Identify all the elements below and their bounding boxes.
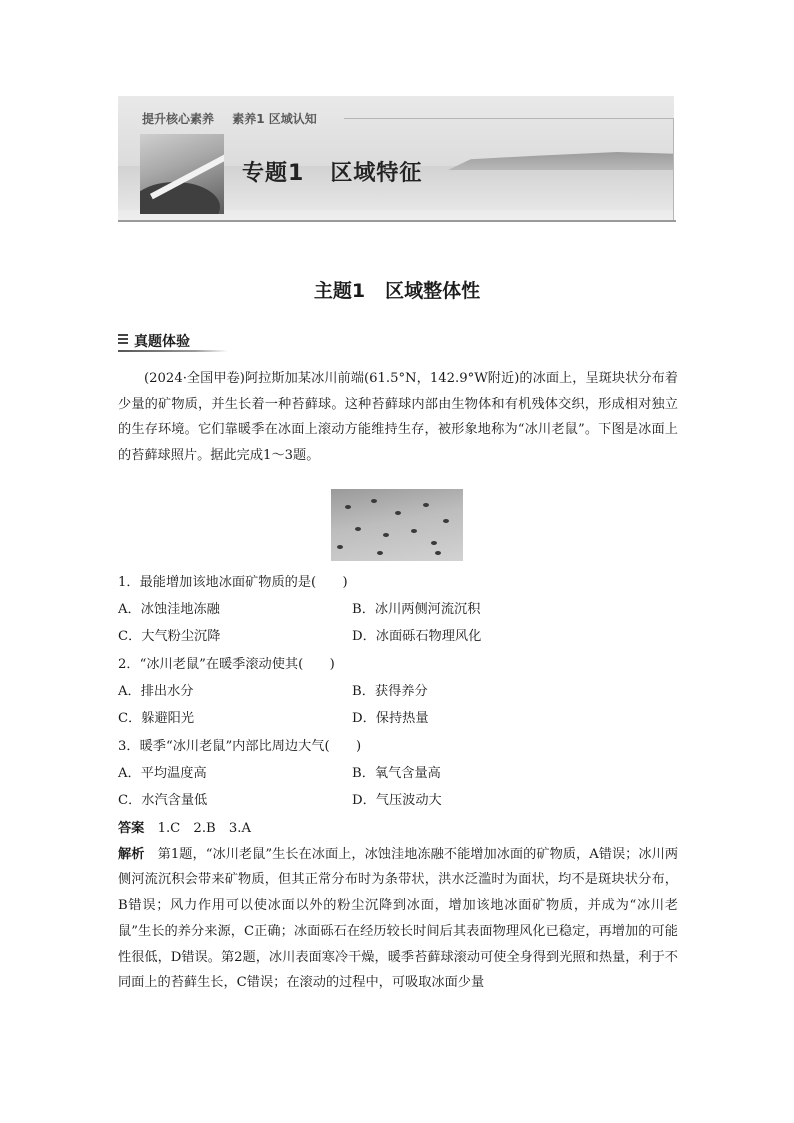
question-2-option-c: C．躲避阳光 xyxy=(118,711,195,726)
moss-ball-photo xyxy=(331,489,463,561)
theme-number: 主题1 xyxy=(313,280,366,302)
question-1-option-b: B．冰川两侧河流沉积 xyxy=(352,602,481,617)
question-1-option-c: C．大气粉尘沉降 xyxy=(118,629,221,644)
unit-title xyxy=(242,156,422,187)
question-3-option-d: D．气压波动大 xyxy=(352,793,442,808)
header-banner xyxy=(118,96,674,222)
question-3-option-c: C．水汽含量低 xyxy=(118,793,208,808)
question-3-stem: 3．暖季“冰川老鼠”内部比周边大气( ) xyxy=(118,739,362,754)
answer-text: 1.C 2.B 3.A xyxy=(157,821,251,836)
section-label: 真题体验 xyxy=(134,334,190,350)
question-1-option-a: A．冰蚀洼地冻融 xyxy=(118,602,220,617)
analysis-label: 解析 xyxy=(118,846,145,862)
question-2-option-a: A．排出水分 xyxy=(118,684,194,699)
question-2-stem: 2．“冰川老鼠”在暖季滚动使其( ) xyxy=(118,657,335,672)
question-1-stem: 1．最能增加该地冰面矿物质的是( ) xyxy=(118,575,348,590)
unit-number: 专题1 xyxy=(242,161,305,186)
question-2-option-d: D．保持热量 xyxy=(352,711,429,726)
question-3-option-a: A．平均温度高 xyxy=(118,766,207,781)
answer-line xyxy=(118,816,678,842)
question-1-option-d: D．冰面砾石物理风化 xyxy=(352,629,482,644)
answer-label: 答案 xyxy=(118,821,145,836)
theme-name: 区域整体性 xyxy=(385,280,481,302)
breadcrumb-item: 素养1 区域认知 xyxy=(232,112,317,126)
breadcrumb xyxy=(142,110,331,127)
intro-paragraph: (2024·全国甲卷)阿拉斯加某冰川前端(61.5°N，142.9°W附近)的冰面上，呈斑块状分布着少量的矿物质，并生长着一种苔藓球。这种苔藓球内部由生物体和有机残体交织，形成相对独立的生存环境。它们靠暖季在冰面上滚动方能维持生存，被形象地称为“冰川老鼠”。下图是冰面上的苔藓球照片。据此完成1～3题。 xyxy=(118,371,678,464)
theme-title xyxy=(0,276,794,303)
analysis-paragraph xyxy=(118,842,678,996)
question-3-option-b: B．氧气含量高 xyxy=(352,766,441,781)
breadcrumb-item: 提升核心素养 xyxy=(142,112,215,126)
question-2-option-b: B．获得养分 xyxy=(352,684,428,699)
answer-block xyxy=(118,816,678,996)
analysis-text: 第1题，“冰川老鼠”生长在冰面上，冰蚀洼地冻融不能增加冰面的矿物质，A错误；冰川两侧河流沉积会带来矿物质，但其正常分布时为条带状，洪水泛滥时为面状，均不是斑块状分布，B错误；风力作用可以使冰面以外的粉尘沉降到冰面，增加该地冰面矿物质，并成为“冰川老鼠”生长的养分来源，C正确；冰面砾石在经历较长时间后其表面物理风化已稳定，再增加的可能性很低，D错误。第2题，冰川表面寒冷干燥，暖季苔藓球滚动可使全身得到光照和热量，利于不同面上的苔藓生长，C错误；在滚动的过程中，可吸取冰面少量 xyxy=(118,846,679,991)
banner-road-photo xyxy=(140,134,224,214)
section-heading xyxy=(118,330,228,352)
section-bars-icon xyxy=(118,334,128,346)
unit-name: 区域特征 xyxy=(330,161,423,186)
